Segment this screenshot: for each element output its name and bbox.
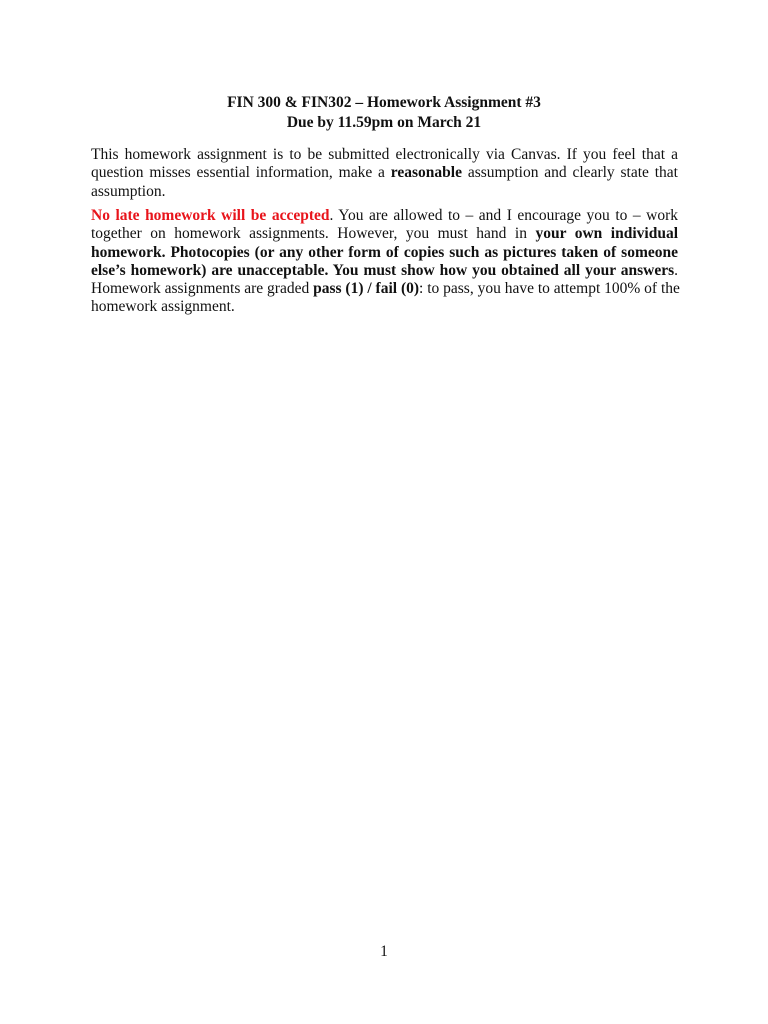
emphasis-photocopies: homework. Photocopies (or any other form of copies such as pictures taken of someone [91, 243, 678, 261]
text-span: question misses essential information, make a [91, 164, 391, 182]
paragraph-line [91, 164, 678, 182]
text-span: assumption and clearly state that [461, 164, 678, 182]
text-span: This homework assignment is to be submitted electronically via Canvas. If you feel that a [91, 146, 678, 163]
paragraph-line [91, 225, 678, 243]
paragraph-line [91, 298, 678, 316]
emphasis-grading: pass (1) / fail (0) [313, 280, 420, 298]
text-span: Homework assignments are graded [91, 280, 314, 298]
emphasis-reasonable: reasonable [390, 164, 462, 182]
paragraph-line [91, 183, 678, 201]
policy-paragraph [91, 207, 678, 317]
page-number: 1 [380, 943, 388, 960]
text-span: assumption. [91, 182, 166, 200]
text-span: together on homework assignments. However, you must hand in [91, 225, 536, 243]
paragraph-line [91, 262, 678, 280]
text-span: : to pass, you have to attempt 100% of the [419, 280, 680, 298]
emphasis-show-work: else’s homework) are unacceptable. You must show how you obtained all your answers [91, 261, 675, 279]
title-line-due-date: Due by 11.59pm on March 21 [286, 114, 482, 131]
paragraph-line [91, 146, 678, 164]
paragraph-line [91, 280, 678, 298]
paragraph-line [91, 244, 678, 262]
text-span: homework assignment. [91, 298, 235, 316]
instructions-paragraph [91, 146, 678, 201]
title-line-course: FIN 300 & FIN302 – Homework Assignment #3 [227, 94, 541, 111]
paragraph-line [91, 207, 678, 225]
text-span: . [674, 261, 678, 279]
late-policy-warning: No late homework will be accepted [91, 207, 330, 224]
emphasis-own-homework: your own individual [535, 225, 678, 243]
document-title [0, 93, 768, 133]
text-span: . You are allowed to – and I encourage you to – work [329, 207, 679, 224]
